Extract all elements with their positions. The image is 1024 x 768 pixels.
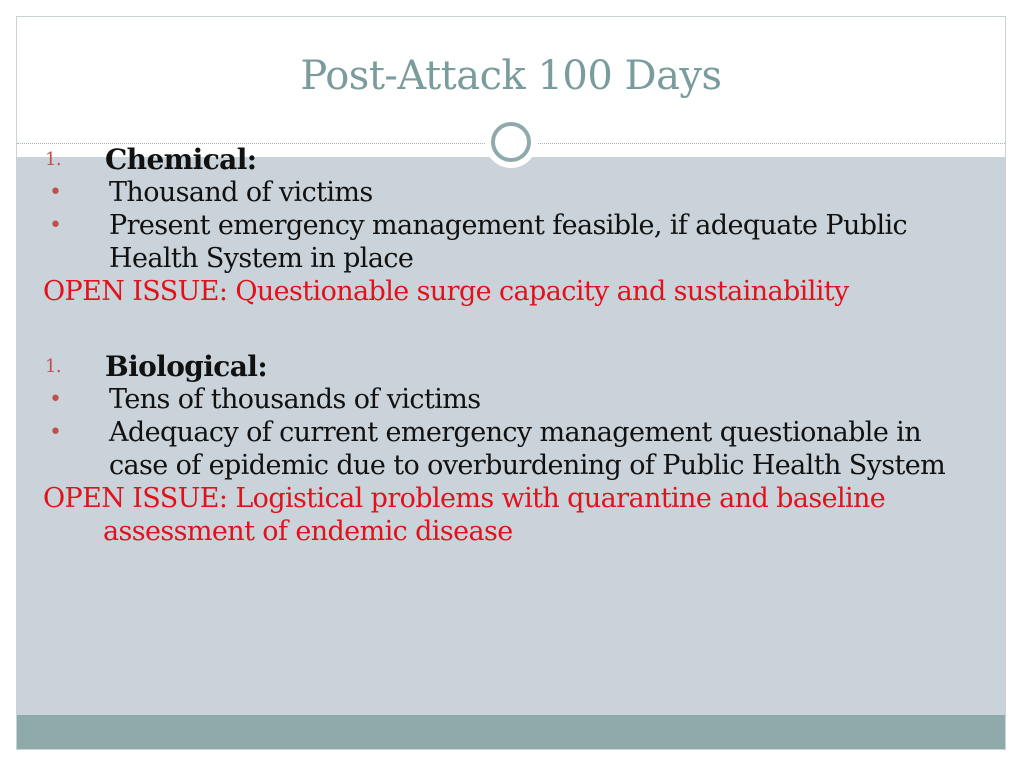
bullet-text: Adequacy of current emergency management questionable in case of epidemic due to overburdening of Public Health System	[109, 417, 946, 481]
bullet-icon: •	[49, 213, 62, 238]
section-spacer	[43, 308, 973, 350]
bullet-item	[43, 209, 973, 275]
open-issue-text: OPEN ISSUE: Logistical problems with quarantine and baseline assessment of endemic disease	[43, 483, 886, 547]
section-heading: Biological:	[105, 350, 268, 383]
bullet-icon: •	[49, 420, 62, 445]
slide-title: Post-Attack 100 Days	[300, 53, 722, 99]
section-heading-biological	[43, 350, 973, 383]
bullet-text: Present emergency management feasible, if adequate Public Health System in place	[109, 210, 908, 274]
section-heading: Chemical:	[105, 143, 257, 176]
bullet-item	[43, 176, 973, 209]
section-heading-chemical	[43, 143, 973, 176]
footer-band	[17, 715, 1005, 749]
bullet-text: Tens of thousands of victims	[109, 384, 481, 415]
numbered-marker: 1.	[45, 356, 61, 377]
slide	[16, 16, 1006, 750]
bullet-item	[43, 416, 973, 482]
bullet-item	[43, 383, 973, 416]
open-issue-text: OPEN ISSUE: Questionable surge capacity and sustainability	[43, 276, 849, 307]
slide-content	[43, 143, 973, 548]
numbered-marker: 1.	[45, 149, 61, 170]
bullet-icon: •	[49, 387, 62, 412]
bullet-icon: •	[49, 180, 62, 205]
bullet-text: Thousand of victims	[109, 177, 373, 208]
